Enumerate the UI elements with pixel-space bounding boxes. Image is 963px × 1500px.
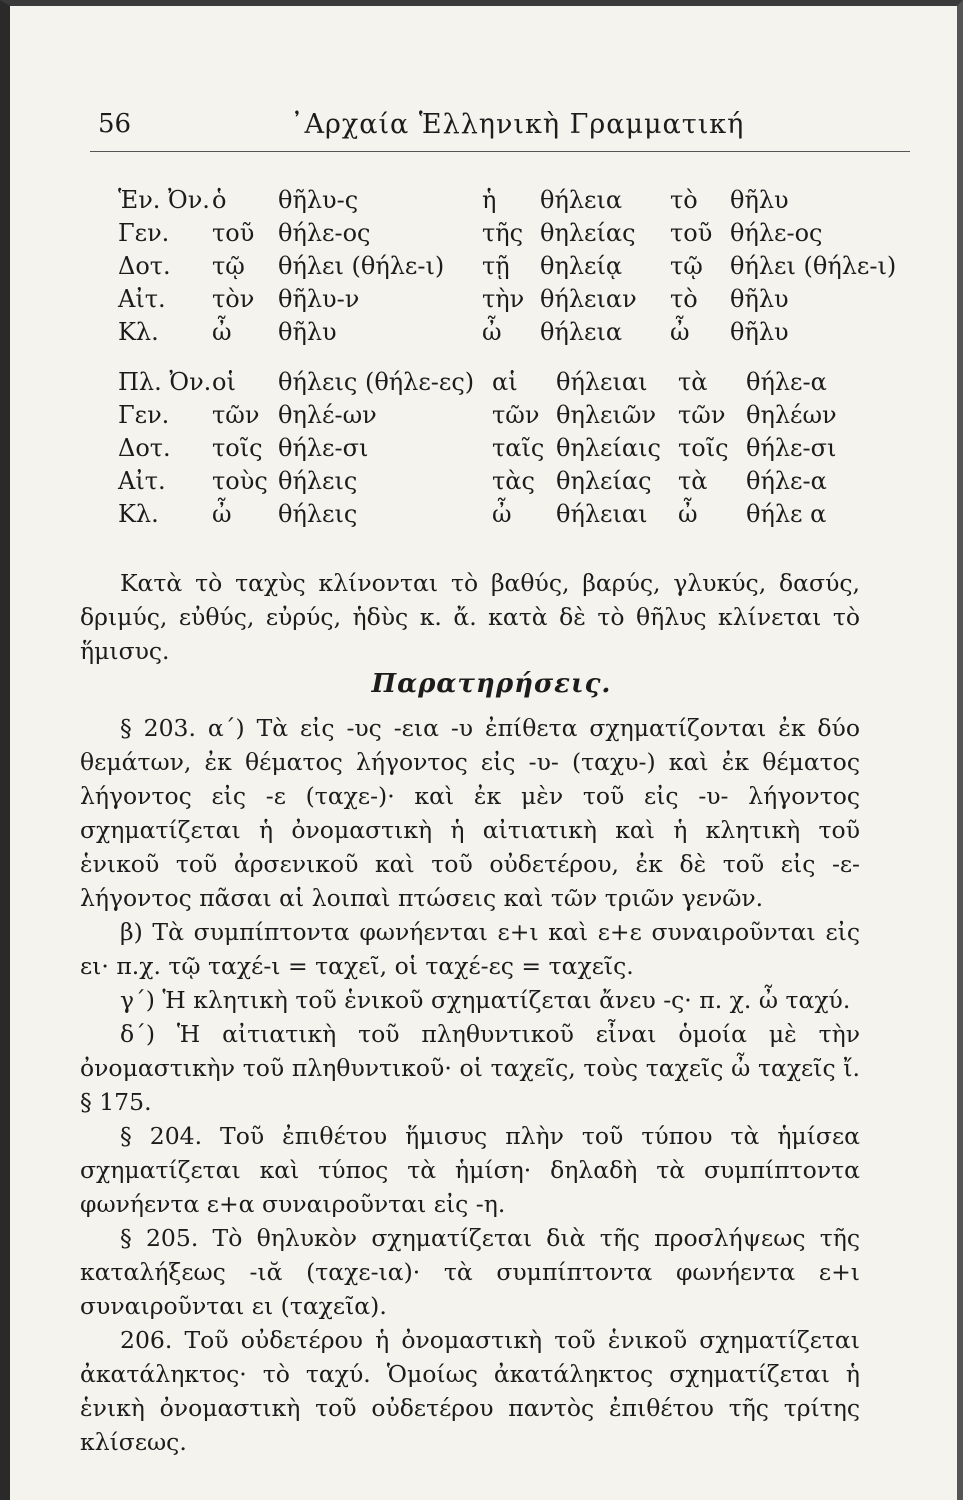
form-neuter: θήλει (θήλε-ι) bbox=[730, 252, 897, 280]
form-masculine: θήλε-ος bbox=[278, 219, 371, 247]
paragraph-203-b: β) Τὰ συμπίπτοντα φωνήενται ε+ι καὶ ε+ε συναιροῦνται εἰς ει· π.χ. τῷ ταχέ-ι = ταχεῖ, οἱ ταχέ-ες = ταχεῖς. bbox=[80, 918, 860, 980]
intro-paragraph-block bbox=[80, 566, 860, 668]
paragraph-205: § 205. Τὸ θηλυκὸν σχηματίζεται διὰ τῆς προσλήψεως τῆς καταλήξεως -ιᾰ (ταχε-ια)· τὰ συμπίπτοντα φωνήεντα ε+ι συναιροῦνται ει (ταχεῖα). bbox=[80, 1224, 860, 1320]
article-masculine: οἱ bbox=[212, 368, 236, 396]
form-masculine: θήλεις bbox=[278, 500, 358, 528]
article-neuter: τὸ bbox=[670, 285, 698, 313]
case-label: Κλ. bbox=[118, 500, 159, 528]
observations-body bbox=[80, 711, 860, 1459]
form-masculine: θήλει (θήλε-ι) bbox=[278, 252, 445, 280]
article-feminine: τῶν bbox=[492, 401, 540, 429]
article-feminine: ἡ bbox=[482, 186, 497, 214]
case-label: Γεν. bbox=[118, 401, 170, 429]
form-masculine: θηλέ-ων bbox=[278, 401, 377, 429]
plural-declension-table bbox=[110, 368, 850, 533]
form-neuter: θῆλυ bbox=[730, 186, 789, 214]
page-header bbox=[90, 101, 910, 152]
form-neuter: θήλε-ος bbox=[730, 219, 823, 247]
article-feminine: ταῖς bbox=[492, 434, 545, 462]
form-neuter: θηλέων bbox=[746, 401, 837, 429]
article-feminine: ὦ bbox=[482, 318, 502, 346]
article-masculine: τοῖς bbox=[212, 434, 263, 462]
article-masculine: τοὺς bbox=[212, 467, 268, 495]
running-title: ᾿Αρχαία Ἑλληνικὴ Γραμματική bbox=[290, 109, 745, 140]
case-label: Πλ. Ὀν. bbox=[118, 368, 212, 396]
case-label: Κλ. bbox=[118, 318, 159, 346]
form-masculine: θήλεις (θήλε-ες) bbox=[278, 368, 475, 396]
case-label: Δοτ. bbox=[118, 252, 171, 280]
declension-row bbox=[110, 186, 850, 219]
article-feminine: αἱ bbox=[492, 368, 518, 396]
form-neuter: θῆλυ bbox=[730, 285, 789, 313]
form-masculine: θῆλυ-ς bbox=[278, 186, 359, 214]
article-masculine: τοῦ bbox=[212, 219, 255, 247]
article-masculine: ὁ bbox=[212, 186, 227, 214]
article-neuter: τοῖς bbox=[678, 434, 729, 462]
form-masculine: θήλε-σι bbox=[278, 434, 369, 462]
article-neuter: τῷ bbox=[670, 252, 703, 280]
article-neuter: τοῦ bbox=[670, 219, 713, 247]
article-feminine: ὦ bbox=[492, 500, 512, 528]
paragraph-204: § 204. Τοῦ ἐπιθέτου ἥμισυς πλὴν τοῦ τύπου τὰ ἡμίσεα σχηματίζεται καὶ τύπος τὰ ἡμίση· δηλαδὴ τὰ συμπίπτοντα φωνήεντα ε+α συναιροῦνται εἰς -η. bbox=[80, 1122, 860, 1218]
paragraph-206: 206. Τοῦ οὐδετέρου ἡ ὀνομαστικὴ τοῦ ἑνικοῦ σχηματίζεται ἀκατάληκτος· τὸ ταχύ. Ὁμοίως ἀκατάληκτος σχηματίζεται ἡ ἑνικὴ ὀνομαστικὴ τοῦ οὐδετέρου παντὸς ἐπιθέτου τῆς τρίτης κλίσεως. bbox=[80, 1326, 860, 1456]
article-masculine: τῶν bbox=[212, 401, 260, 429]
form-feminine: θήλεια bbox=[540, 318, 623, 346]
form-neuter: θήλε-α bbox=[746, 467, 827, 495]
article-masculine: τῷ bbox=[212, 252, 245, 280]
article-neuter: τῶν bbox=[678, 401, 726, 429]
declension-row bbox=[110, 252, 897, 285]
declension-row bbox=[110, 285, 850, 318]
declension-row bbox=[110, 368, 850, 401]
page-number: 56 bbox=[98, 109, 132, 139]
article-neuter: ὦ bbox=[678, 500, 698, 528]
article-masculine: τὸν bbox=[212, 285, 255, 313]
form-neuter: θήλε α bbox=[746, 500, 827, 528]
form-feminine: θήλειαι bbox=[556, 368, 648, 396]
form-masculine: θῆλυ bbox=[278, 318, 337, 346]
article-feminine: τῇ bbox=[482, 252, 510, 280]
declension-row bbox=[110, 434, 850, 467]
case-label: Γεν. bbox=[118, 219, 170, 247]
case-label: Αἰτ. bbox=[118, 285, 166, 313]
form-neuter: θῆλυ bbox=[730, 318, 789, 346]
section-heading: Παρατηρήσεις. bbox=[371, 669, 612, 699]
form-feminine: θήλειαν bbox=[540, 285, 637, 313]
paragraph-203-c: γ΄) Ἡ κλητικὴ τοῦ ἑνικοῦ σχηματίζεται ἄνευ -ς· π. χ. ὦ ταχύ. bbox=[120, 986, 851, 1014]
form-feminine: θήλεια bbox=[540, 186, 623, 214]
article-feminine: τῆς bbox=[482, 219, 524, 247]
article-neuter: τὰ bbox=[678, 467, 708, 495]
intro-paragraph: Κατὰ τὸ ταχὺς κλίνονται τὸ βαθύς, βαρύς, γλυκύς, δασύς, δριμύς, εὐθύς, εὐρύς, ἡδὺς κ. ἄ. κατὰ δὲ τὸ θῆλυς κλίνεται τὸ ἥμισυς. bbox=[80, 569, 860, 665]
case-label: Αἰτ. bbox=[118, 467, 166, 495]
article-feminine: τὰς bbox=[492, 467, 535, 495]
form-masculine: θῆλυ-ν bbox=[278, 285, 360, 313]
article-masculine: ὦ bbox=[212, 318, 232, 346]
declension-row bbox=[110, 401, 850, 434]
form-masculine: θήλεις bbox=[278, 467, 358, 495]
article-masculine: ὦ bbox=[212, 500, 232, 528]
paragraph-203-d: δ΄) Ἡ αἰτιατικὴ τοῦ πληθυντικοῦ εἶναι ὁμοία μὲ τὴν ὀνομαστικὴν τοῦ πληθυντικοῦ· οἱ ταχεῖς, τοὺς ταχεῖς ὦ ταχεῖς ἴ. § 175. bbox=[80, 1020, 860, 1116]
form-neuter: θήλε-α bbox=[746, 368, 827, 396]
singular-declension-table bbox=[110, 186, 897, 351]
paragraph-203: § 203. α΄) Τὰ εἰς -υς -εια -υ ἐπίθετα σχηματίζονται ἐκ δύο θεμάτων, ἐκ θέματος λήγοντος εἰς -υ- (ταχυ-) καὶ ἐκ θέματος λήγοντος εἰς -ε (ταχε-)· καὶ ἐκ μὲν τοῦ εἰς -υ- λήγοντος σχηματίζεται ἡ ὀνομαστικὴ ἡ αἰτιατικὴ καὶ ἡ κλητικὴ τοῦ ἑνικοῦ τοῦ ἀρσενικοῦ καὶ τοῦ οὐδετέρου, ἐκ δὲ τοῦ εἰς -ε- λήγοντος πᾶσαι αἱ λοιπαὶ πτώσεις καὶ τῶν τριῶν γενῶν. bbox=[80, 714, 860, 912]
form-feminine: θήλειαι bbox=[556, 500, 648, 528]
article-neuter: τὰ bbox=[678, 368, 708, 396]
declension-row bbox=[110, 467, 850, 500]
form-feminine: θηλείας bbox=[540, 219, 636, 247]
case-label: Δοτ. bbox=[118, 434, 171, 462]
declension-row bbox=[110, 318, 850, 351]
form-feminine: θηλείαις bbox=[556, 434, 661, 462]
form-feminine: θηλείας bbox=[556, 467, 652, 495]
declension-row bbox=[110, 500, 850, 533]
declension-row bbox=[110, 219, 850, 252]
form-neuter: θήλε-σι bbox=[746, 434, 837, 462]
article-feminine: τὴν bbox=[482, 285, 525, 313]
form-feminine: θηλειῶν bbox=[556, 401, 657, 429]
case-label: Ἑν. Ὀν. bbox=[118, 186, 210, 214]
article-neuter: ὦ bbox=[670, 318, 690, 346]
form-feminine: θηλείᾳ bbox=[540, 252, 623, 280]
article-neuter: τὸ bbox=[670, 186, 698, 214]
